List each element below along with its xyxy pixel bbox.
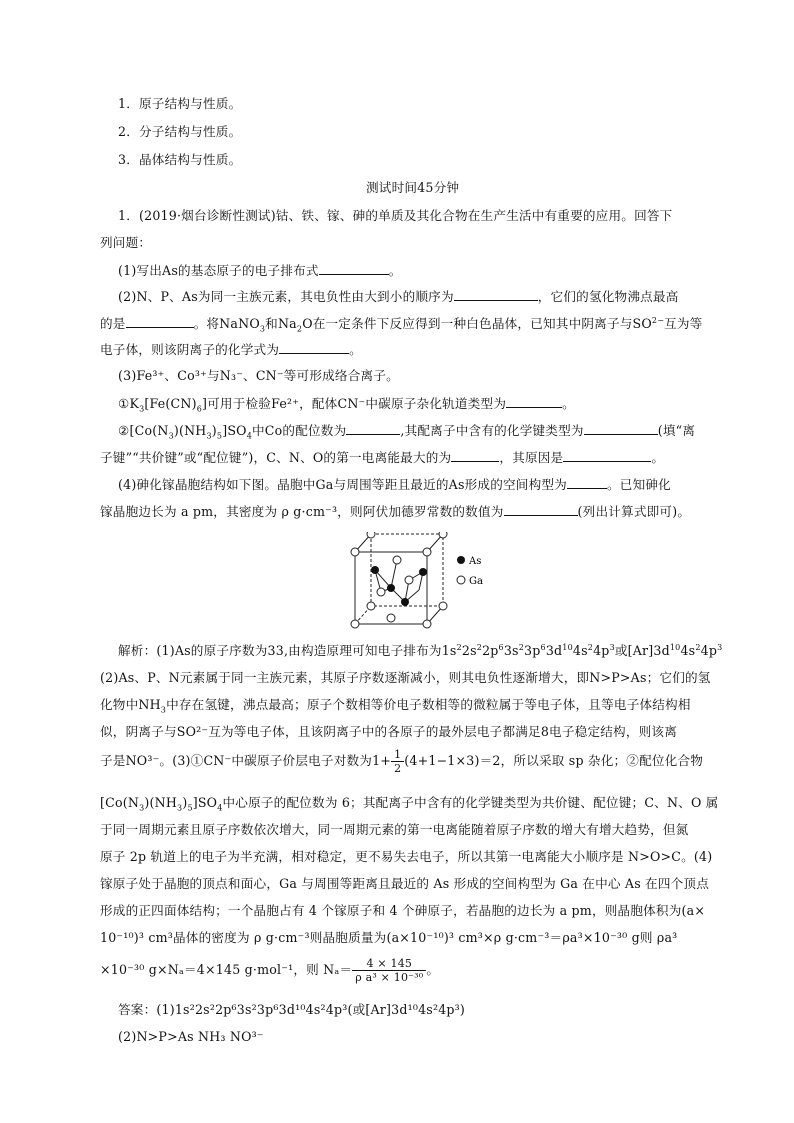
analysis-line: 原子 2p 轨道上的电子为半充满，相对稳定，更不易失去电子，所以其第一电离能大小顺序是 N>O>C。(4)	[100, 849, 713, 864]
question-part-2: (2)N、P、As为同一主族元素，其电负性由大到小的顺序为 ，它们的氢化物沸点最高	[118, 289, 679, 304]
question-stem: 1．(2019·烟台诊断性测试)钴、铁、镓、砷的单质及其化合物在生产生活中有重要的应用。回答下	[118, 208, 673, 223]
ga-atom	[439, 602, 447, 610]
as-atom	[371, 566, 379, 574]
outline-item-1: 1．原子结构与性质。	[118, 96, 242, 111]
question-part-4: (4)砷化镓晶胞结构如下图。晶胞中Ga与周围等距且最近的As形成的空间构型为 。已知砷化	[118, 477, 671, 492]
question-part-4-cont: 镓晶胞边长为 a pm，其密度为 ρ g·cm⁻³，则阿伏加德罗常数的数值为 (列出计算式即可)。	[100, 504, 691, 519]
analysis-line: 似，阴离子与SO²⁻互为等电子体，且该阴离子中的各原子的最外层电子都满足8电子稳定结构，则该离	[100, 724, 677, 739]
analysis-line: (2)As、P、N元素属于同一主族元素，其原子序数逐渐减小，则其电负性逐渐增大，即N>P>As；它们的氢	[100, 670, 711, 685]
legend-ga-label: Ga	[469, 576, 483, 587]
gaas-unit-cell-figure	[345, 532, 495, 634]
ga-atom	[377, 588, 385, 596]
ga-atom	[423, 548, 431, 556]
answer-blank[interactable]	[279, 341, 349, 354]
as-atom	[401, 598, 409, 606]
answer-blank[interactable]	[454, 288, 538, 301]
ga-atom	[351, 620, 359, 628]
fraction: $\frac{4 \times 145}{\text{ρ a³ × 10⁻³⁰}}$	[352, 957, 426, 984]
analysis-line: 化物中$NH_3$中存在氢键，沸点最高；原子个数相等价电子数相等的微粒属于等电子体，且等电子体结构相	[100, 697, 691, 715]
analysis-line: 10⁻¹⁰)³ cm³晶体的密度为 ρ g·cm⁻³则晶胞质量为(a×10⁻¹⁰)³ cm³×ρ g·cm⁻³＝ρa³×10⁻³⁰ g则 ρa³	[100, 930, 678, 945]
question-part-3-2-cont: 子键”“共价键”或“配位键”)，C、N、O的第一电离能最大的为 ，其原因是 。	[100, 450, 665, 465]
legend-ga-icon	[457, 576, 465, 584]
question-part-2-cont: 的是 。将NaNO$_3$和$Na_2O$在一定条件下反应得到一种白色晶体，已知其中阴离子与$SO^{2-}$互为等	[100, 315, 703, 334]
answer-blank[interactable]	[504, 503, 578, 516]
question-part-2-cont2: 电子体，则该阴离子的化学式为 。	[100, 342, 362, 357]
ga-atom	[423, 620, 431, 628]
fraction: $\frac{1}{2}$	[391, 748, 404, 775]
answer-blank[interactable]	[563, 449, 651, 462]
as-atom	[419, 568, 427, 576]
answer-blank[interactable]	[126, 315, 194, 328]
question-part-3: (3)Fe³⁺、Co³⁺与N₃⁻、CN⁻等可形成络合离子。	[118, 368, 399, 383]
analysis-line: 子是NO³⁻。(3)①CN⁻中碳原子价层电子对数为1+ $\frac{1}{2}$ (4+1−1×3)＝2，所以采取 sp 杂化；②配位化合物	[100, 748, 704, 775]
answer-line: 答案：(1)1s²2s²2p⁶3s²3p⁶3d¹⁰4s²4p³(或[Ar]3d¹⁰4s²4p³)	[118, 1002, 466, 1017]
answer-blank[interactable]	[506, 395, 562, 408]
question-part-3-1: $①K_3[Fe(CN)_6]$可用于检验Fe²⁺，配体CN⁻中碳原子杂化轨道类型为 。	[118, 396, 575, 414]
answer-blank[interactable]	[567, 476, 607, 489]
analysis-line: $[Co(N_3)(NH_3)_5]SO_4$中心原子的配位数为 6；其配离子中含有的化学键类型为共价键、配位键；C、N、O 属	[100, 795, 719, 813]
test-time: 测试时间45分钟	[366, 180, 460, 195]
question-part-1: (1)写出As的基态原子的电子排布式 。	[118, 263, 402, 278]
outline-item-2: 2．分子结构与性质。	[118, 124, 242, 139]
question-part-3-2: $②[Co(N_3)(NH_3)_5]SO_4$中Co的配位数为 ,其配离子中含有的化学键类型为 (填“离	[118, 423, 696, 441]
ga-atom	[367, 532, 375, 538]
ga-atom	[393, 556, 401, 564]
ga-atom	[387, 614, 395, 622]
question-stem-cont: 列问题：	[100, 235, 152, 250]
answer-line: (2)N>P>As NH₃ NO³⁻	[118, 1029, 264, 1044]
as-atom	[387, 584, 395, 592]
analysis-line: 镓原子处于晶胞的顶点和面心，Ga 与周围等距离且最近的 As 形成的空间构型为 Ga 在中心 As 在四个顶点	[100, 876, 710, 891]
answer-blank[interactable]	[319, 262, 389, 275]
analysis-line: 解析：(1)As的原子序数为33,由构造原理可知电子排布为$1s^22s^22p^63s^23p^63d^{10}4s^24p^3$或$[Ar]3d^{10}4s^24p^3$	[118, 642, 723, 658]
analysis-line: ×10⁻³⁰ g×Nₐ＝4×145 g·mol⁻¹，则 Nₐ＝ $\frac{4 \times 145}{\text{ρ a³ × 10⁻³⁰}}$ 。	[100, 957, 440, 984]
analysis-line: 于同一周期元素且原子序数依次增大，同一周期元素的第一电离能随着原子序数的增大有增大趋势，但氮	[100, 822, 689, 837]
outline-item-3: 3．晶体结构与性质。	[118, 152, 242, 167]
answer-blank[interactable]	[346, 422, 400, 435]
answer-blank[interactable]	[451, 449, 499, 462]
ga-atom	[405, 576, 413, 584]
legend-as-icon	[457, 556, 465, 564]
analysis-line: 形成的正四面体结构；一个晶胞占有 4 个镓原子和 4 个砷原子，若晶胞的边长为 a pm，则晶胞体积为(a×	[100, 903, 706, 918]
ga-atom	[367, 602, 375, 610]
ga-atom	[439, 532, 447, 538]
legend-as-label: As	[469, 556, 482, 567]
ga-atom	[351, 548, 359, 556]
answer-blank[interactable]	[584, 422, 658, 435]
